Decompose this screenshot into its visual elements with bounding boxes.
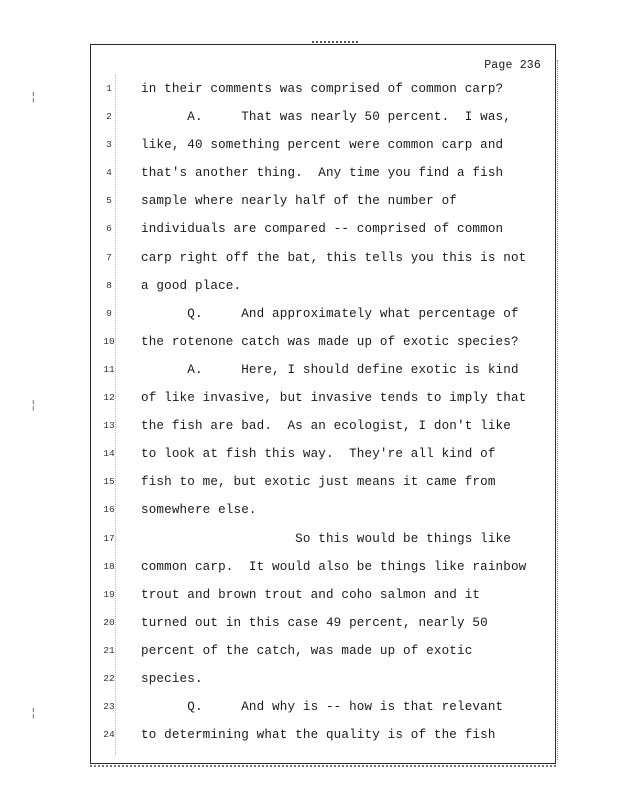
- transcript-line: [91, 637, 555, 665]
- transcript-line: [91, 496, 555, 524]
- transcript-line: [91, 412, 555, 440]
- transcript-line: [91, 75, 555, 103]
- line-text: So this would be things like: [141, 531, 511, 546]
- line-number: 24: [103, 729, 115, 741]
- line-text: common carp. It would also be things like rainbow: [141, 559, 527, 574]
- line-text: sample where nearly half of the number of: [141, 194, 458, 209]
- line-text: A. That was nearly 50 percent. I was,: [141, 110, 511, 125]
- line-number: 4: [106, 167, 112, 179]
- transcript-line: [91, 272, 555, 300]
- transcript-line: [91, 721, 555, 749]
- line-text: fish to me, but exotic just means it came from: [141, 475, 496, 490]
- line-number: 9: [106, 307, 112, 319]
- line-text: individuals are compared -- comprised of common: [141, 222, 504, 237]
- page-number: Page 236: [484, 59, 541, 72]
- transcript-line: [91, 384, 555, 412]
- transcript-line: [91, 187, 555, 215]
- line-number: 18: [103, 560, 115, 572]
- line-number: 8: [106, 279, 112, 291]
- transcript-line: [91, 665, 555, 693]
- transcript-line: [91, 215, 555, 243]
- line-text: a good place.: [141, 278, 242, 293]
- transcript-line: [91, 693, 555, 721]
- line-text: A. Here, I should define exotic is kind: [141, 362, 519, 377]
- line-text: percent of the catch, was made up of exotic: [141, 643, 473, 658]
- transcript-line: [91, 609, 555, 637]
- line-number: 2: [106, 111, 112, 123]
- line-number: 1: [106, 83, 112, 94]
- line-number: 15: [103, 476, 115, 488]
- transcript-line: [91, 525, 555, 553]
- line-text: Q. And approximately what percentage of: [141, 306, 519, 321]
- line-number: 12: [103, 392, 115, 404]
- line-text: like, 40 something percent were common carp and: [141, 138, 504, 153]
- line-text: in their comments was comprised of common carp?: [141, 82, 504, 96]
- transcript-line: [91, 581, 555, 609]
- line-text: somewhere else.: [141, 503, 257, 518]
- line-text: Q. And why is -- how is that relevant: [141, 700, 504, 715]
- line-number: 22: [103, 672, 115, 684]
- line-number: 16: [103, 504, 115, 516]
- transcript-lines: [91, 75, 555, 749]
- line-number: 7: [106, 251, 112, 263]
- right-margin-ticks: [557, 60, 564, 760]
- line-number: 20: [103, 616, 115, 628]
- left-margin-mark: ¦: [30, 400, 37, 412]
- left-margin-mark: ¦: [30, 92, 37, 104]
- line-text: turned out in this case 49 percent, nearly 50: [141, 615, 488, 630]
- line-number: 5: [106, 195, 112, 207]
- line-number: 6: [106, 223, 112, 235]
- transcript-line: [91, 159, 555, 187]
- bottom-footer-strip: [90, 765, 556, 771]
- transcript-line: [91, 468, 555, 496]
- transcript-line: [91, 356, 555, 384]
- line-number: 13: [103, 420, 115, 432]
- transcript-line: [91, 328, 555, 356]
- transcript-line: [91, 440, 555, 468]
- line-text: of like invasive, but invasive tends to imply that: [141, 391, 527, 406]
- line-number: 17: [103, 532, 115, 544]
- line-number: 11: [103, 363, 115, 375]
- transcript-page: [90, 44, 556, 764]
- transcript-line: [91, 103, 555, 131]
- line-number: 3: [106, 139, 112, 151]
- line-text: to look at fish this way. They're all kind of: [141, 447, 496, 462]
- line-text: carp right off the bat, this tells you this is not: [141, 250, 527, 265]
- line-text: the rotenone catch was made up of exotic species?: [141, 334, 519, 349]
- left-margin-mark: ¦: [30, 708, 37, 720]
- line-text: species.: [141, 671, 203, 686]
- line-number: 21: [103, 644, 115, 656]
- line-number: 19: [103, 588, 115, 600]
- line-number: 23: [103, 701, 115, 713]
- line-text: the fish are bad. As an ecologist, I don't like: [141, 419, 511, 434]
- line-text: to determining what the quality is of the fish: [141, 728, 496, 743]
- transcript-line: [91, 131, 555, 159]
- line-text: trout and brown trout and coho salmon and it: [141, 587, 481, 602]
- line-number: 14: [103, 448, 115, 460]
- line-text: that's another thing. Any time you find a fish: [141, 166, 504, 181]
- transcript-line: [91, 244, 555, 272]
- line-number: 10: [103, 335, 115, 347]
- transcript-line: [91, 300, 555, 328]
- transcript-line: [91, 553, 555, 581]
